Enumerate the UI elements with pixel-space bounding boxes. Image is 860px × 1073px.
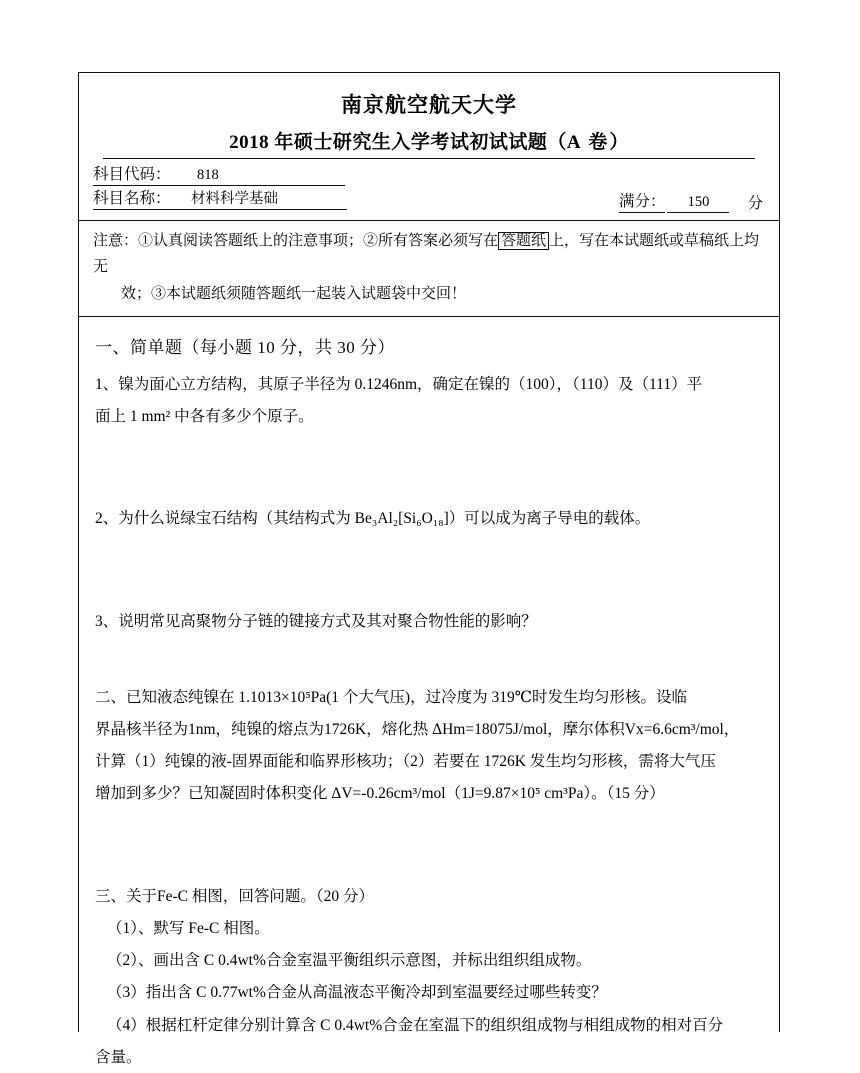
answer-space-2 <box>95 537 763 607</box>
paper-content <box>79 317 779 1073</box>
subject-code-row <box>93 166 765 186</box>
full-score-unit: 分 <box>747 195 763 212</box>
exam-title <box>93 127 765 154</box>
notice-middle: 上，写在本试题纸或草稿纸上均无 <box>93 233 760 276</box>
subject-code-value: 818 <box>175 167 345 186</box>
section-3-item-4-cont: 含量。 <box>95 1048 142 1066</box>
full-score-label: 满分： <box>619 189 666 213</box>
answer-space-4 <box>95 812 763 882</box>
section-3-item-3: （3）指出含 C 0.77wt%合金从高温液态平衡冷却到室温要经过哪些转变？ <box>107 984 607 1002</box>
exam-volume: A 卷 <box>566 132 610 153</box>
section-3-title: 三、关于Fe-C 相图，回答问题。（20 分） <box>95 887 375 905</box>
section-2-line-1: 二、已知液态纯镍在 1.1013×10⁵Pa(1 个大气压)，过冷度为 319℃时发生均匀形核。设临 <box>95 688 688 706</box>
notice-boxed-term: 答题纸 <box>498 232 549 250</box>
answer-space-3 <box>95 639 763 683</box>
question-1-line-2: 面上 1 mm² 中各有多少个原子。 <box>95 408 314 426</box>
subject-name-value: 材料科学基础 <box>175 187 347 210</box>
question-3: 3、说明常见高聚物分子链的键接方式及其对聚合物性能的影响？ <box>95 612 537 630</box>
notice-line-2: 效；③本试题纸须随答题纸一起装入试题袋中交回！ <box>121 285 467 302</box>
subject-name-label: 科目名称： <box>93 186 175 210</box>
exam-sheet <box>78 72 780 1066</box>
section-2-line-4: 增加到多少？已知凝固时体积变化 ΔV=-0.26cm³/mol（1J=9.87×10⁵ cm³Pa）。（15 分） <box>95 785 665 803</box>
question-1-line-1: 1、镍为面心立方结构，其原子半径为 0.1246nm，确定在镍的（100），（110）及（111）平 <box>95 375 703 393</box>
exam-title-suffix: ） <box>609 132 629 153</box>
section-3-item-4: （4）根据杠杆定律分别计算含 C 0.4wt%合金在室温下的组织组成物与相组成物的相对百分 <box>107 1016 724 1034</box>
question-2: 2、为什么说绿宝石结构（其结构式为 Be₃Al₂[Si₆O₁₈]）可以成为离子导电的载体。 <box>95 510 651 528</box>
section-2-line-3: 计算（1）纯镍的液-固界面能和临界形核功；（2）若要在 1726K 发生均匀形核，需将大气压 <box>95 753 716 771</box>
paper-header <box>79 73 779 159</box>
exam-title-prefix: 2018 年硕士研究生入学考试初试试题（ <box>229 132 567 153</box>
section-2-line-2: 界晶核半径为1nm，纯镍的熔点为1726K，熔化热 ΔHm=18075J/mol，摩尔体积Vx=6.6cm³/mol， <box>95 720 740 738</box>
subject-code-label: 科目代码： <box>93 162 175 186</box>
university-name: 南京航空航天大学 <box>341 93 517 117</box>
full-score-block <box>619 189 763 213</box>
section-3-item-1: （1）、默写 Fe-C 相图。 <box>107 919 270 937</box>
paper-meta <box>79 159 779 220</box>
section-3-item-2: （2）、画出含 C 0.4wt%合金室温平衡组织示意图，并标出组织组成物。 <box>107 952 592 970</box>
full-score-value: 150 <box>667 194 729 213</box>
notice-prefix: 注意：①认真阅读答题纸上的注意事项；②所有答案必须写在 <box>93 233 499 249</box>
answer-space-1 <box>95 434 763 504</box>
notice-block <box>79 220 779 317</box>
section-1-title: 一、简单题（每小题 10 分，共 30 分） <box>95 337 395 357</box>
